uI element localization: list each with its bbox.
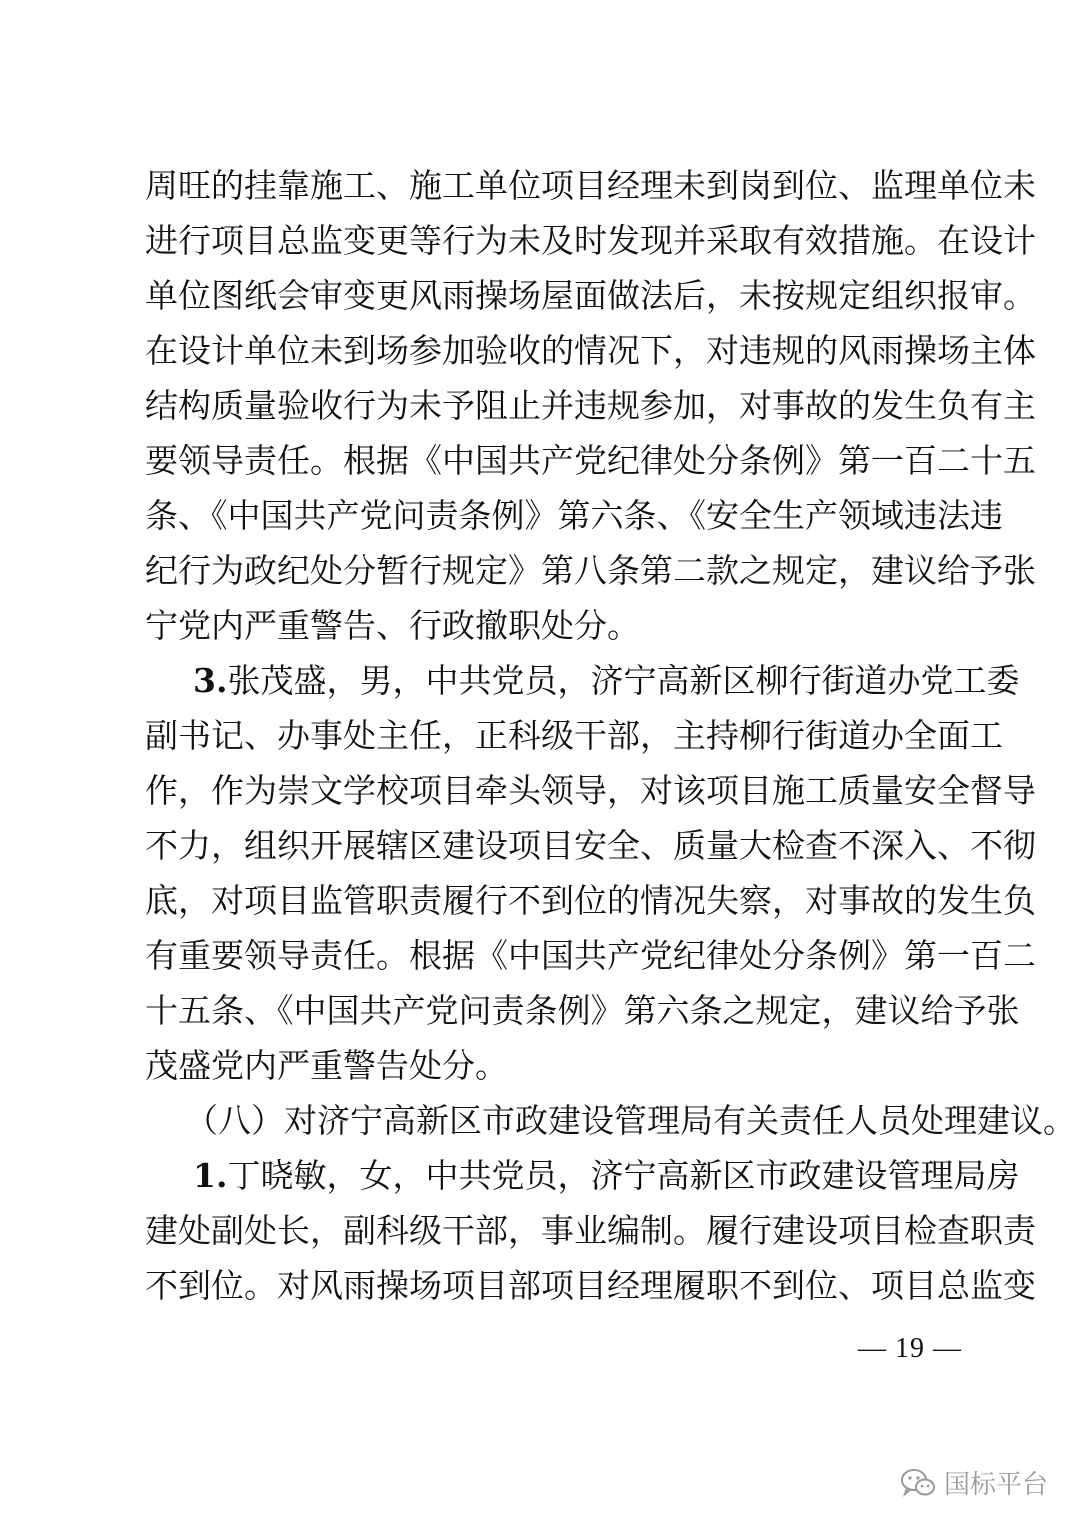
item-1-text: 丁晓敏，女，中共党员，济宁高新区市政建设管理局房 — [227, 1156, 1020, 1195]
text-line: 副书记、办事处主任，正科级干部，主持柳行街道办全面工 — [145, 716, 1003, 755]
item-3-first-line — [145, 653, 1020, 708]
item-1-first-line — [145, 1148, 1020, 1203]
text-line: 建处副处长，副科级干部，事业编制。履行建设项目检查职责 — [145, 1211, 1036, 1250]
text-line: 底，对项目监管职责履行不到位的情况失察，对事故的发生负 — [145, 881, 1036, 920]
text-line: 作，作为崇文学校项目牵头领导，对该项目施工质量安全督导 — [145, 771, 1036, 810]
item-3-number: 3. — [193, 661, 228, 700]
text-line: 周旺的挂靠施工、施工单位项目经理未到岗到位、监理单位未 — [145, 166, 1036, 205]
text-line: 有重要领导责任。根据《中国共产党纪律处分条例》第一百二 — [145, 936, 1036, 975]
page-number: — 19 — — [858, 1333, 962, 1364]
text-line: 宁党内严重警告、行政撤职处分。 — [145, 606, 640, 645]
watermark — [900, 1464, 1048, 1501]
item-1-number: 1. — [193, 1156, 228, 1195]
watermark-text: 国标平台 — [943, 1470, 1048, 1500]
text-line: 条、《中国共产党问责条例》第六条、《安全生产领域违法违 — [145, 496, 1003, 535]
item-3-text: 张茂盛，男，中共党员，济宁高新区柳行街道办党工委 — [227, 661, 1020, 700]
text-line: 结构质量验收行为未予阻止并违规参加，对事故的发生负有主 — [145, 386, 1036, 425]
text-line: 在设计单位未到场参加验收的情况下，对违规的风雨操场主体 — [145, 331, 1036, 370]
text-line: 进行项目总监变更等行为未及时发现并采取有效措施。在设计 — [145, 221, 1036, 260]
text-line: 纪行为政纪处分暂行规定》第八条第二款之规定，建议给予张 — [145, 551, 1036, 590]
text-line: 十五条、《中国共产党问责条例》第六条之规定，建议给予张 — [145, 991, 1020, 1030]
text-line: 不力，组织开展辖区建设项目安全、质量大检查不深入、不彻 — [145, 826, 1036, 865]
text-line: 单位图纸会审变更风雨操场屋面做法后，未按规定组织报审。 — [145, 276, 1036, 315]
section-heading: （八）对济宁高新区市政建设管理局有关责任人员处理建议。 — [185, 1101, 1076, 1140]
text-line: 茂盛党内严重警告处分。 — [145, 1046, 508, 1085]
text-line: 不到位。对风雨操场项目部项目经理履职不到位、项目总监变 — [145, 1266, 1036, 1305]
wechat-icon — [900, 1468, 936, 1498]
document-body — [145, 158, 1076, 1313]
text-line: 要领导责任。根据《中国共产党纪律处分条例》第一百二十五 — [145, 441, 1036, 480]
